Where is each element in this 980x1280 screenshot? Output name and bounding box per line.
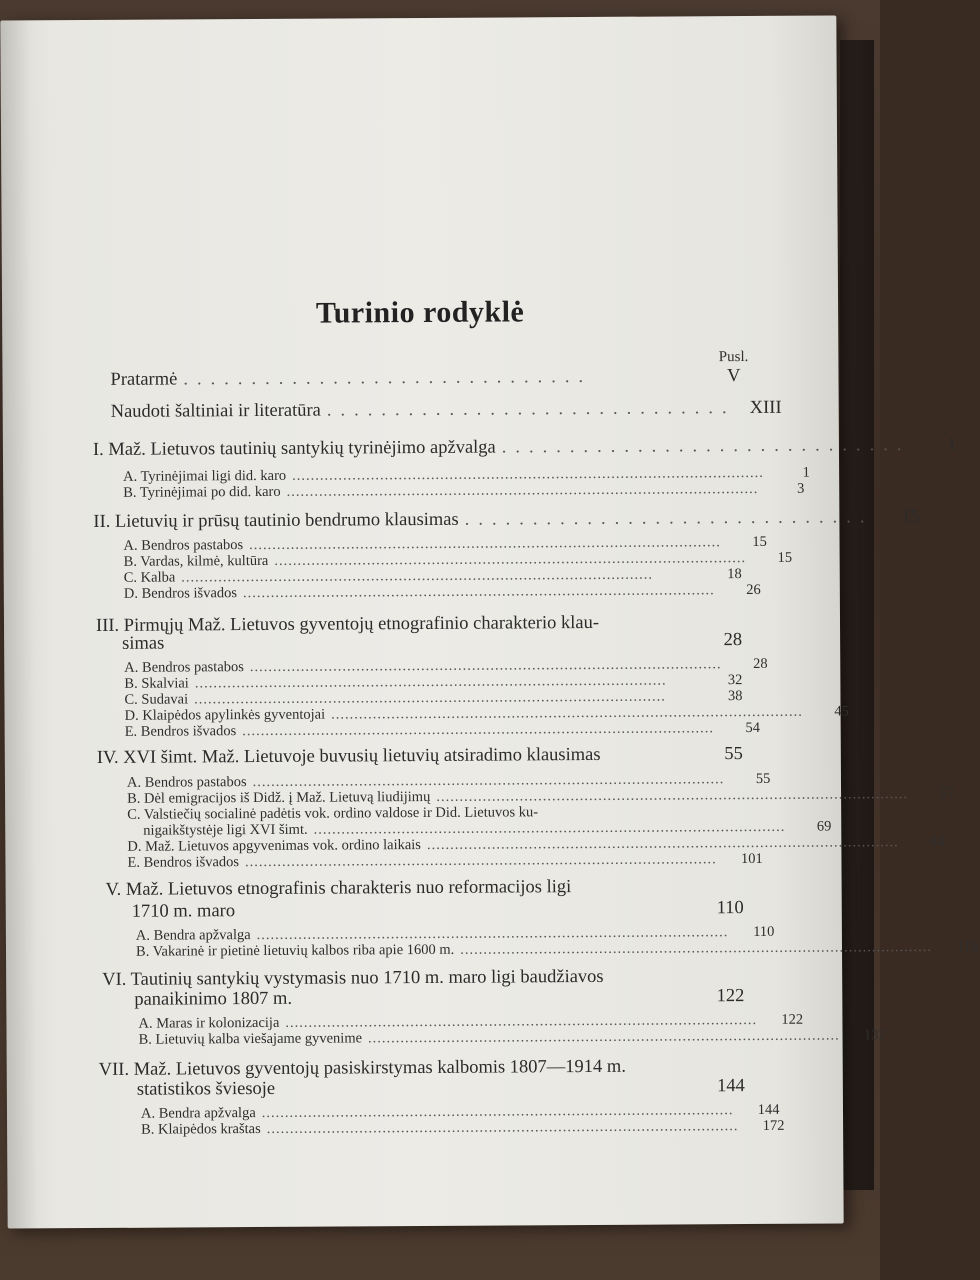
- chapter-page: 1: [947, 434, 957, 455]
- gutter-shadow: [0, 20, 37, 1228]
- subentry-page: 55: [755, 770, 771, 787]
- dot-leader: ......................................................................................................: [249, 656, 722, 676]
- toc-chapter: [92, 434, 957, 461]
- subentry-page: 18: [727, 566, 742, 583]
- subentry-label: A. Bendra apžvalga: [135, 927, 251, 944]
- subentry-label: D. Bendros išvados: [123, 585, 238, 602]
- dot-leader: ......................................................................................................: [266, 1118, 739, 1137]
- chapter-label: I. Maž. Lietuvos tautinių santykių tyrinėjimo apžvalga: [92, 437, 496, 461]
- dot-leader: ......................................................................................................: [242, 720, 715, 740]
- chapter-label: II. Lietuvių ir prūsų tautinio bendrumo klausimas: [93, 509, 459, 533]
- dot-leader: ......................................................................................................: [194, 688, 666, 708]
- chapter-page: 28: [723, 630, 743, 651]
- toc-subentry: [123, 480, 805, 502]
- subentry-page: 110: [753, 923, 775, 940]
- book-page: [0, 15, 979, 1228]
- toc-chapter: [93, 506, 920, 533]
- dot-leader: ......................................................................................................: [286, 480, 759, 500]
- toc-entry-label: Pratarmė: [110, 369, 178, 390]
- dot-leader: ..............................: [501, 435, 911, 458]
- subentry-label: A. Tyrinėjimai ligi did. karo: [123, 467, 287, 485]
- subentry-label: E. Bendros išvados: [127, 854, 240, 871]
- dot-leader: ......................................................................................................: [426, 834, 899, 853]
- toc-subentry: [124, 719, 761, 741]
- dot-leader: ......................................................................................................: [436, 786, 909, 805]
- subentry-label: A. Bendros pastabos: [123, 537, 244, 554]
- subentry-page: 38: [727, 688, 743, 705]
- page-title: Turinio rodyklė: [315, 295, 525, 330]
- subentry-label: A. Bendros pastabos: [126, 774, 247, 791]
- subentry-label: E. Bendros išvados: [124, 723, 237, 740]
- subentry-label: B. Lietuvių kalba viešajame gyvenime: [138, 1030, 363, 1048]
- toc-entry-front: [110, 397, 782, 423]
- chapter-page: 15: [900, 506, 920, 528]
- subentry-label: B. Dėl emigracijos iš Didž. į Maž. Lietuvą liudijimų: [127, 788, 431, 807]
- toc-subentry: [135, 938, 979, 961]
- dot-leader: ......................................................................................................: [242, 582, 715, 602]
- dot-leader: ......................................................................................................: [244, 851, 717, 871]
- subentry-page: 26: [746, 581, 761, 599]
- subentry-page: 15: [752, 533, 767, 550]
- subentry-page: 1: [802, 464, 810, 481]
- chapter-page: 122: [716, 986, 745, 1007]
- toc-chapter: [134, 986, 744, 1011]
- subentry-label: C. Valstiečių socialinė padėtis vok. ordino valdose ir Did. Lietuvos ku-: [127, 804, 539, 823]
- subentry-label: A. Maras ir kolonizacija: [138, 1014, 280, 1032]
- toc-chapter: [122, 630, 742, 655]
- dot-leader: ......................................................................................................: [181, 566, 654, 586]
- subentry-label: C. Sudavai: [124, 691, 189, 708]
- subentry-page: 144: [757, 1101, 780, 1118]
- toc-subentry: [141, 1117, 785, 1139]
- subentry-label: A. Bendra apžvalga: [140, 1105, 256, 1122]
- dot-leader: ..............................: [464, 507, 874, 530]
- subentry-label: B. Skalviai: [124, 675, 189, 692]
- subentry-page: 32: [727, 672, 743, 689]
- subentry-label: B. Tyrinėjimai po did. karo: [123, 483, 281, 501]
- dot-leader: ......................................................................................................: [249, 534, 721, 554]
- toc-subentry: [127, 850, 763, 872]
- dot-leader: ......................................................................................................: [261, 1102, 734, 1121]
- toc-chapter: [137, 1076, 745, 1101]
- chapter-label-continued: simas: [122, 633, 165, 654]
- dot-leader: ......................................................................................................: [256, 924, 729, 944]
- toc-chapter: [132, 898, 744, 923]
- subentry-page: 45: [834, 703, 849, 720]
- toc-chapter: [97, 744, 743, 769]
- toc-entry-front: [110, 366, 740, 391]
- toc-entry-page: V: [727, 366, 741, 387]
- chapter-label: VII. Maž. Lietuvos gyventojų pasiskirstymas kalbomis 1807—1914 m.: [98, 1056, 626, 1080]
- book-edge: [840, 40, 874, 1190]
- chapter-page: 55: [724, 744, 743, 765]
- chapter-label: IV. XVI šimt. Maž. Lietuvoje buvusių lietuvių atsiradimo klausimas: [96, 744, 601, 768]
- chapter-label-continued: panaikinimo 1807 m.: [134, 988, 293, 1010]
- subentry-page: 84: [930, 833, 945, 850]
- chapter-label: V. Maž. Lietuvos etnografinis charakteris nuo reformacijos ligi: [105, 877, 572, 900]
- dot-leader: ......................................................................................................: [292, 464, 764, 484]
- subentry-page: 101: [740, 850, 763, 868]
- dot-leader: ......................................................................................................: [313, 818, 786, 838]
- chapter-label: III. Pirmųjų Maž. Lietuvos gyventojų etnografinio charakterio klau-: [95, 612, 600, 636]
- chapter-label-continued: statistikos šviesoje: [136, 1078, 276, 1100]
- dot-leader: ......................................................................................................: [274, 550, 747, 569]
- subentry-label: A. Bendros pastabos: [124, 659, 244, 676]
- page-column-header: Pusl.: [718, 349, 749, 366]
- dot-leader: ......................................................................................................: [194, 672, 667, 692]
- chapter-page: 144: [717, 1076, 745, 1097]
- toc-subentry: [123, 581, 761, 603]
- dot-leader: ..............................: [326, 398, 736, 421]
- subentry-label: D. Maž. Lietuvos apgyvenimas vok. ordino laikais: [127, 837, 421, 855]
- subentry-label: B. Vardas, kilmė, kultūra: [123, 552, 269, 570]
- dot-leader: ......................................................................................................: [367, 1027, 840, 1047]
- subentry-label: C. Kalba: [123, 569, 176, 586]
- toc-entry-page: XIII: [749, 397, 782, 418]
- subentry-page: 15: [777, 549, 793, 566]
- subentry-page: 57: [939, 785, 955, 802]
- dot-leader: ..............................: [183, 366, 593, 390]
- subentry-label: D. Klaipėdos apylinkės gyventojai: [124, 706, 326, 724]
- subentry-label-continued: nigaikštystėje ligi XVI šimt.: [143, 821, 308, 839]
- subentry-label: B. Vakarinė ir pietinė lietuvių kalbos riba apie 1600 m.: [135, 941, 455, 960]
- toc-entry-label: Naudoti šaltiniai ir literatūra: [110, 400, 321, 422]
- dot-leader: ......................................................................................................: [285, 1011, 758, 1031]
- chapter-label: VI. Tautinių santykių vystymasis nuo 1710 m. maro ligi baudžiavos: [102, 966, 604, 990]
- dot-leader: ......................................................................................................: [460, 938, 933, 958]
- subentry-page: 122: [781, 1011, 804, 1028]
- dot-leader: ......................................................................................................: [331, 703, 803, 723]
- chapter-page: 110: [716, 898, 744, 919]
- subentry-page: 28: [753, 655, 768, 672]
- subentry-page: 54: [745, 719, 761, 737]
- subentry-page: 69: [816, 818, 832, 835]
- chapter-label-continued: 1710 m. maro: [131, 901, 236, 922]
- subentry-page: 172: [762, 1117, 785, 1134]
- subentry-page: 132: [863, 1027, 886, 1044]
- subentry-page: 3: [797, 480, 805, 497]
- toc-subentry: [138, 1027, 886, 1049]
- subentry-label: B. Klaipėdos kraštas: [141, 1120, 261, 1138]
- subentry-page: 118: [956, 938, 979, 955]
- dot-leader: ......................................................................................................: [252, 771, 725, 791]
